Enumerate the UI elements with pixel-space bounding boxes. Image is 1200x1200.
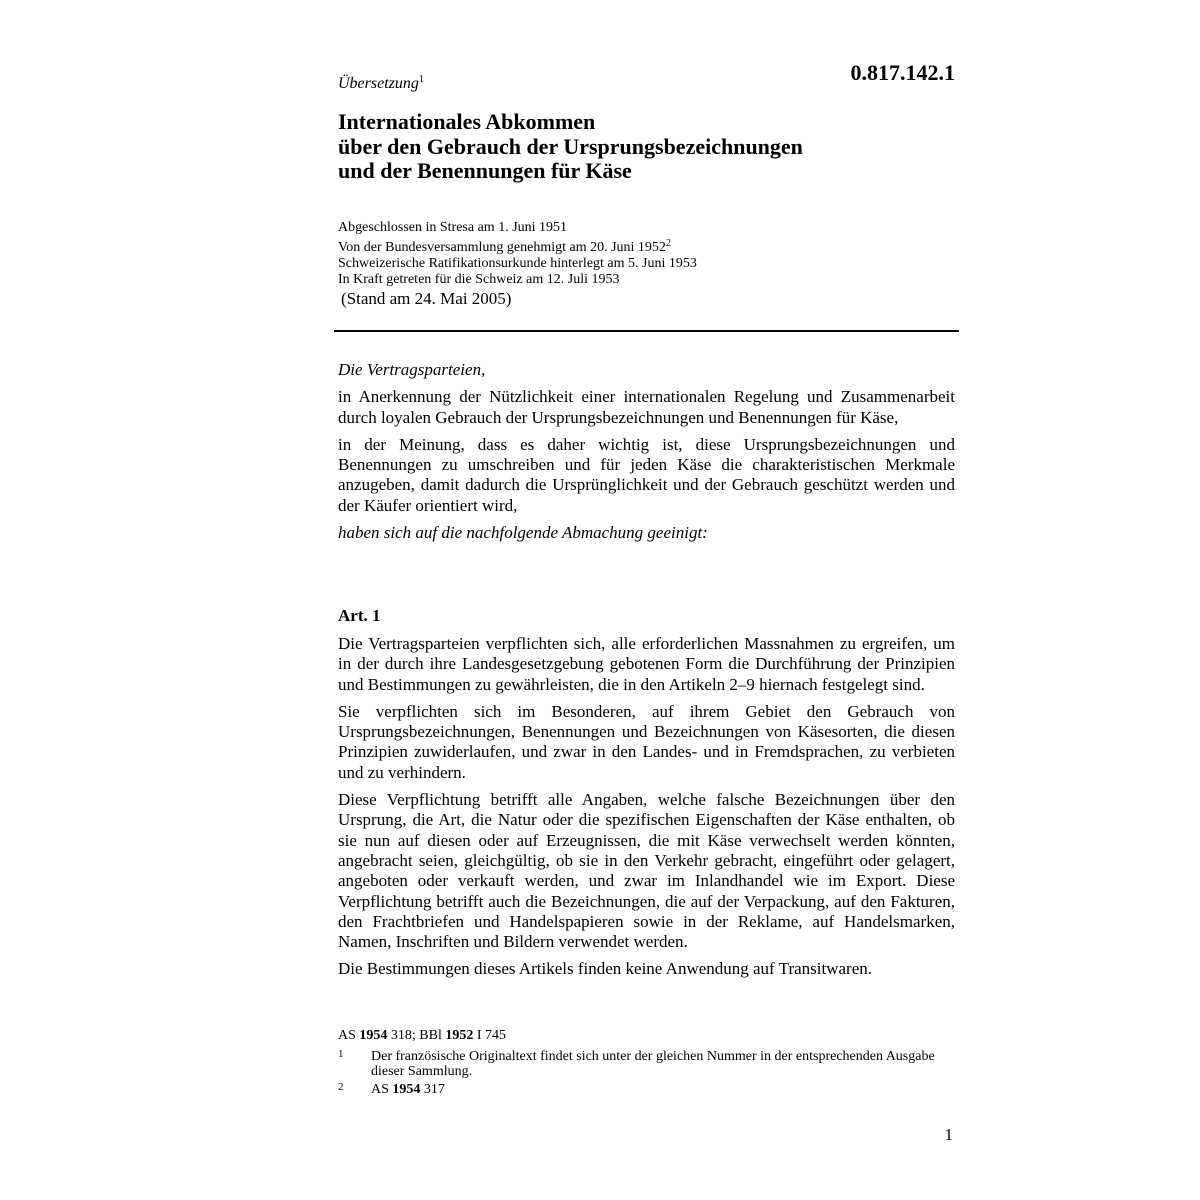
footnote-mark-1: 1 [418, 74, 424, 85]
preamble-parties: Die Vertragsparteien, [338, 360, 486, 379]
title-line-1: Internationales Abkommen [338, 109, 596, 134]
title-line-3: und der Benennungen für Käse [338, 158, 632, 183]
fn2-prefix: AS [371, 1082, 393, 1097]
document-title [338, 110, 803, 184]
footnote-mark-2: 2 [665, 238, 671, 249]
footnote-2-text [371, 1082, 955, 1097]
article-1-heading: Art. 1 [338, 606, 381, 625]
footnote-1 [338, 1049, 955, 1081]
footnote-1-number: 1 [338, 1048, 344, 1060]
bbl-year: 1952 [445, 1028, 474, 1043]
article-1-paragraph-4: Die Bestimmungen dieses Artikels finden keine Anwendung auf Transitwaren. [338, 959, 872, 979]
preamble-paragraph-1: in Anerkennung der Nützlichkeit einer internationalen Regelung und Zusammenarbeit durch loyalen Gebrauch der Ursprungsbezeichnungen und Benennungen für Käse, [338, 387, 955, 427]
fn2-page: 317 [420, 1082, 445, 1097]
header-divider [334, 330, 959, 332]
status-date: (Stand am 24. Mai 2005) [341, 289, 512, 308]
translation-label [338, 74, 424, 93]
sr-number: 0.817.142.1 [850, 60, 955, 85]
preamble [338, 360, 955, 550]
official-reference [338, 1028, 506, 1044]
as-page: 318; BBl [387, 1028, 446, 1043]
preamble-agreed: haben sich auf die nachfolgende Abmachung geeinigt: [338, 523, 708, 543]
preamble-paragraph-2: in der Meinung, dass es daher wichtig ist, diese Ursprungsbezeichnungen und Benennungen zu umschreiben und für jeden Käse die charakteristischen Merkmale anzugeben, damit dadurch die Ursprünglichkeit und der Gebrauch geschützt werden und der Käufer orientiert wird, [338, 434, 955, 515]
article-1-body [338, 634, 955, 987]
footnote-1-text: Der französische Originaltext findet sich unter der gleichen Nummer in der entsprechenden Ausgabe dieser Sammlung. [371, 1049, 935, 1079]
ratified-date: Schweizerische Ratifikationsurkunde hinterlegt am 5. Juni 1953 [338, 256, 697, 271]
translation-label-text: Übersetzung [338, 75, 419, 92]
article-1-paragraph-1: Die Vertragsparteien verpflichten sich, alle erforderlichen Massnahmen zu ergreifen, um in der durch ihre Landesgesetzgebung gebotenen Form die Durchführung der Prinzipien und Bestimmungen zu gewährleisten, die in den Artikeln 2–9 hiernach festgelegt sind. [338, 634, 955, 694]
fn2-year: 1954 [392, 1082, 421, 1097]
bbl-ref: I 745 [473, 1028, 507, 1043]
approved-date [338, 236, 697, 256]
as-year: 1954 [359, 1028, 388, 1043]
footnote-2 [338, 1082, 955, 1098]
as-prefix: AS [338, 1028, 360, 1043]
concluded-date: Abgeschlossen in Stresa am 1. Juni 1951 [338, 220, 568, 235]
footnote-2-number: 2 [338, 1081, 344, 1093]
approved-date-text: Von der Bundesversammlung genehmigt am 20. Juni 1952 [338, 240, 666, 255]
article-1-paragraph-2: Sie verpflichten sich im Besonderen, auf ihrem Gebiet den Gebrauch von Ursprungsbezeichnungen, Benennungen und Bezeichnungen von Käsesorten, die diesen Prinzipien zuwiderlaufen, und zwar in den Landes- und in Fremdsprachen, zu verbieten und zu verhindern. [338, 701, 955, 782]
document-metadata [338, 220, 697, 288]
title-line-2: über den Gebrauch der Ursprungsbezeichnungen [338, 133, 803, 159]
article-1-paragraph-3: Diese Verpflichtung betrifft alle Angaben, welche falsche Bezeichnungen über den Ursprung, die Art, die Natur oder die spezifischen Eigenschaften der Käse enthalten, ob sie nun auf diesen oder auf Erzeugnissen, die mit Käse verwechselt werden könnten, angebracht seien, gleichgültig, ob sie in den Verkehr gebracht, eingeführt oder gelagert, angeboten oder verkauft werden, und zwar im Inlandhandel wie im Export. Diese Verpflichtung betrifft auch die Bezeichnungen, die auf der Verpackung, auf den Fakturen, den Frachtbriefen und Handelspapieren sowie in der Reklame, auf Handelsmarken, Namen, Inschriften und Bildern verwendet werden. [338, 790, 955, 952]
page-number: 1 [944, 1125, 953, 1144]
in-force-date: In Kraft getreten für die Schweiz am 12. Juli 1953 [338, 272, 620, 287]
